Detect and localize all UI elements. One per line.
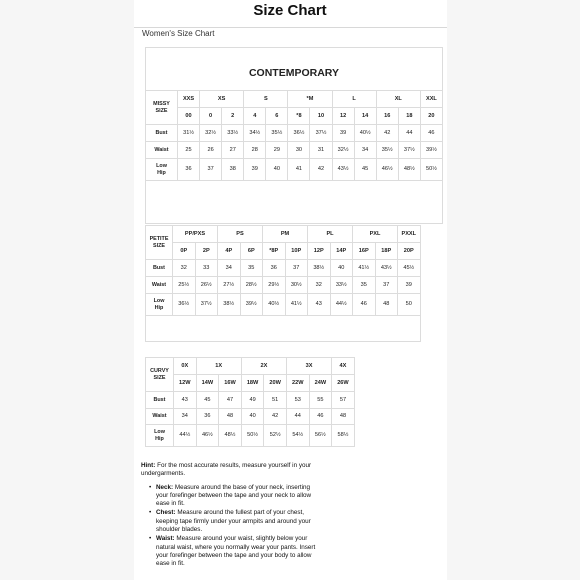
size-label: CURVY SIZE <box>146 358 174 392</box>
table-cell: 39 <box>398 277 421 294</box>
letter-size-header: S <box>244 91 288 108</box>
table-cell: 40½ <box>263 294 286 316</box>
hint-paragraph <box>141 462 316 479</box>
table-cell: 39 <box>332 125 354 142</box>
right-background <box>447 0 580 580</box>
numeric-size-header: 10P <box>285 243 308 260</box>
table-cell: 35 <box>353 277 376 294</box>
table-cell: 28½ <box>240 277 263 294</box>
table-cell: 39½ <box>240 294 263 316</box>
table-cell: 43 <box>174 392 197 409</box>
letter-size-header: 0X <box>174 358 197 375</box>
letter-size-header: 2X <box>241 358 286 375</box>
table-cell: 52½ <box>264 425 287 447</box>
table-row <box>146 260 421 277</box>
chart-subtitle: Women's Size Chart <box>142 29 215 38</box>
table-cell: 48 <box>219 409 242 425</box>
table-cell: 37 <box>375 277 398 294</box>
table-cell: 35½ <box>376 142 398 159</box>
numeric-size-header: 12W <box>174 375 197 392</box>
table-cell: 42 <box>310 159 332 181</box>
table-cell: 26½ <box>195 277 218 294</box>
table-cell: 39 <box>244 159 266 181</box>
table-cell: 36½ <box>173 294 196 316</box>
numeric-size-header: 4P <box>218 243 241 260</box>
table-cell: 41½ <box>353 260 376 277</box>
table-cell: 42 <box>264 409 287 425</box>
letter-size-header: *M <box>288 91 332 108</box>
table-cell: 37½ <box>398 142 420 159</box>
numeric-size-header: 0 <box>200 108 222 125</box>
table-cell: 43½ <box>375 260 398 277</box>
table-cell: 27½ <box>218 277 241 294</box>
numeric-size-header: 14 <box>354 108 376 125</box>
table-cell: 29 <box>266 142 288 159</box>
table-cell: 45 <box>354 159 376 181</box>
bullet-icon: • <box>149 483 152 491</box>
table-cell: 49 <box>241 392 264 409</box>
table-row <box>146 392 355 409</box>
table-cell: 35 <box>240 260 263 277</box>
curvy-size-table <box>145 357 355 447</box>
numeric-size-header: 2P <box>195 243 218 260</box>
table-row <box>146 142 443 159</box>
table-cell: 44 <box>398 125 420 142</box>
table-cell: 50½ <box>420 159 442 181</box>
size-label: PETITE SIZE <box>146 226 173 260</box>
letter-size-header: PS <box>218 226 263 243</box>
table-cell: 29½ <box>263 277 286 294</box>
table-row <box>146 277 421 294</box>
table-cell: 51 <box>264 392 287 409</box>
numeric-size-header: 6P <box>240 243 263 260</box>
numeric-size-header: 6 <box>266 108 288 125</box>
bullet-text: Measure around the fullest part of your chest, keeping tape firmly under your armpits and around your shoulder blades. <box>156 509 311 534</box>
table-cell: 25½ <box>173 277 196 294</box>
row-label: Bust <box>146 125 178 142</box>
row-label: Bust <box>146 260 173 277</box>
letter-size-header: 1X <box>196 358 241 375</box>
list-item-chest <box>149 509 316 534</box>
letter-size-header: PXL <box>353 226 398 243</box>
table-cell: 40 <box>241 409 264 425</box>
table-cell: 33½ <box>222 125 244 142</box>
row-label: Low Hip <box>146 159 178 181</box>
table-cell: 44 <box>286 409 309 425</box>
petite-size-table <box>145 225 421 342</box>
letter-size-header: XXL <box>420 91 442 108</box>
table-cell: 34 <box>354 142 376 159</box>
letter-size-header: XL <box>376 91 420 108</box>
table-cell: 50 <box>398 294 421 316</box>
title-divider <box>134 27 447 28</box>
table-row <box>146 425 355 447</box>
row-label: Bust <box>146 392 174 409</box>
row-label: Low Hip <box>146 425 174 447</box>
table-cell: 34 <box>174 409 197 425</box>
table-cell: 43 <box>308 294 331 316</box>
numeric-size-header: 00 <box>178 108 200 125</box>
table-cell: 32½ <box>200 125 222 142</box>
table-cell: 55 <box>309 392 332 409</box>
table-cell: 39½ <box>420 142 442 159</box>
numeric-size-header: 2 <box>222 108 244 125</box>
table-row <box>146 159 443 181</box>
table-cell: 36 <box>178 159 200 181</box>
numeric-size-header: 12P <box>308 243 331 260</box>
numeric-size-header: 20 <box>420 108 442 125</box>
bullet-icon: • <box>149 509 152 517</box>
table-cell: 44½ <box>174 425 197 447</box>
table-cell: 35½ <box>266 125 288 142</box>
measuring-notes <box>141 462 316 570</box>
numeric-size-header: 24W <box>309 375 332 392</box>
table-cell: 36 <box>263 260 286 277</box>
table-cell: 36½ <box>288 125 310 142</box>
table-cell: 40½ <box>354 125 376 142</box>
table-cell: 48½ <box>219 425 242 447</box>
table-cell: 58½ <box>332 425 355 447</box>
table-cell: 45 <box>196 392 219 409</box>
table-cell: 38 <box>222 159 244 181</box>
table-cell: 44½ <box>330 294 353 316</box>
table-cell: 38½ <box>308 260 331 277</box>
letter-size-header: PP/PXS <box>173 226 218 243</box>
numeric-size-header: 18W <box>241 375 264 392</box>
letter-size-header: XXS <box>178 91 200 108</box>
table-cell: 40 <box>266 159 288 181</box>
row-label: Waist <box>146 277 173 294</box>
table-cell: 38½ <box>218 294 241 316</box>
numeric-size-header: 16 <box>376 108 398 125</box>
page-title: Size Chart <box>253 2 327 19</box>
row-label: Waist <box>146 142 178 159</box>
letter-size-header: XS <box>200 91 244 108</box>
hint-text: For the most accurate results, measure yourself in your undergarments. <box>141 462 312 478</box>
letter-size-header: PM <box>263 226 308 243</box>
table-cell: 33½ <box>330 277 353 294</box>
table-cell: 30½ <box>285 277 308 294</box>
table-cell: 41 <box>288 159 310 181</box>
table-cell: 30 <box>288 142 310 159</box>
table-cell: 37½ <box>195 294 218 316</box>
size-label: MISSY SIZE <box>146 91 178 125</box>
table-cell: 26 <box>200 142 222 159</box>
bullet-text: Measure around your waist, slightly below your natural waist, where you normally wear your pants. Insert your forefinger between the tape and your body to allow ease in fit. <box>156 535 316 568</box>
table-cell: 48 <box>332 409 355 425</box>
table-row <box>146 125 443 142</box>
table-cell: 53 <box>286 392 309 409</box>
left-background <box>0 0 134 580</box>
numeric-size-header: 20P <box>398 243 421 260</box>
list-item-neck <box>149 484 316 509</box>
table-cell: 46 <box>353 294 376 316</box>
numeric-size-header: 16W <box>219 375 242 392</box>
numeric-size-header: 12 <box>332 108 354 125</box>
numeric-size-header: 0P <box>173 243 196 260</box>
table-cell: 28 <box>244 142 266 159</box>
numeric-size-header: *8P <box>263 243 286 260</box>
table-cell: 27 <box>222 142 244 159</box>
letter-size-header: L <box>332 91 376 108</box>
numeric-size-header: 18 <box>398 108 420 125</box>
table-cell: 54½ <box>286 425 309 447</box>
table-cell: 36 <box>196 409 219 425</box>
table-cell: 41½ <box>285 294 308 316</box>
table-cell: 40 <box>330 260 353 277</box>
letter-size-header: PXXL <box>398 226 421 243</box>
table-cell: 34½ <box>244 125 266 142</box>
table-cell: 42 <box>376 125 398 142</box>
bullet-term: Chest: <box>156 509 176 517</box>
numeric-size-header: 20W <box>264 375 287 392</box>
row-label: Low Hip <box>146 294 173 316</box>
numeric-size-header: 14W <box>196 375 219 392</box>
numeric-size-header: 16P <box>353 243 376 260</box>
numeric-size-header: 26W <box>332 375 355 392</box>
measurement-list <box>141 484 316 569</box>
table-cell: 56½ <box>309 425 332 447</box>
table-spacer <box>146 181 443 224</box>
table-cell: 47 <box>219 392 242 409</box>
table-spacer <box>146 316 421 342</box>
table-cell: 32½ <box>332 142 354 159</box>
contemporary-size-table <box>145 47 443 224</box>
table-cell: 46½ <box>376 159 398 181</box>
bullet-term: Waist: <box>156 535 175 543</box>
letter-size-header: 4X <box>332 358 355 375</box>
table-cell: 33 <box>195 260 218 277</box>
list-item-waist <box>149 535 316 568</box>
table-cell: 25 <box>178 142 200 159</box>
table-row <box>146 294 421 316</box>
bullet-icon: • <box>149 535 152 543</box>
letter-size-header: 3X <box>286 358 331 375</box>
hint-label: Hint: <box>141 462 156 469</box>
table-cell: 32 <box>308 277 331 294</box>
bullet-term: Neck: <box>156 483 174 491</box>
table-cell: 32 <box>173 260 196 277</box>
row-label: Waist <box>146 409 174 425</box>
letter-size-header: PL <box>308 226 353 243</box>
table-banner: CONTEMPORARY <box>146 48 443 91</box>
table-cell: 46 <box>309 409 332 425</box>
numeric-size-header: 18P <box>375 243 398 260</box>
table-cell: 50½ <box>241 425 264 447</box>
numeric-size-header: *8 <box>288 108 310 125</box>
bullet-text: Measure around the base of your neck, inserting your forefinger between the tape and your neck to allow ease in fit. <box>156 483 312 508</box>
numeric-size-header: 22W <box>286 375 309 392</box>
numeric-size-header: 14P <box>330 243 353 260</box>
table-cell: 31 <box>310 142 332 159</box>
table-cell: 37½ <box>310 125 332 142</box>
table-row <box>146 409 355 425</box>
table-cell: 46½ <box>196 425 219 447</box>
table-cell: 48½ <box>398 159 420 181</box>
numeric-size-header: 4 <box>244 108 266 125</box>
table-cell: 34 <box>218 260 241 277</box>
table-cell: 43½ <box>332 159 354 181</box>
table-cell: 45½ <box>398 260 421 277</box>
table-cell: 48 <box>375 294 398 316</box>
numeric-size-header: 10 <box>310 108 332 125</box>
table-cell: 57 <box>332 392 355 409</box>
table-cell: 37 <box>200 159 222 181</box>
table-cell: 46 <box>420 125 442 142</box>
table-cell: 31½ <box>178 125 200 142</box>
table-cell: 37 <box>285 260 308 277</box>
